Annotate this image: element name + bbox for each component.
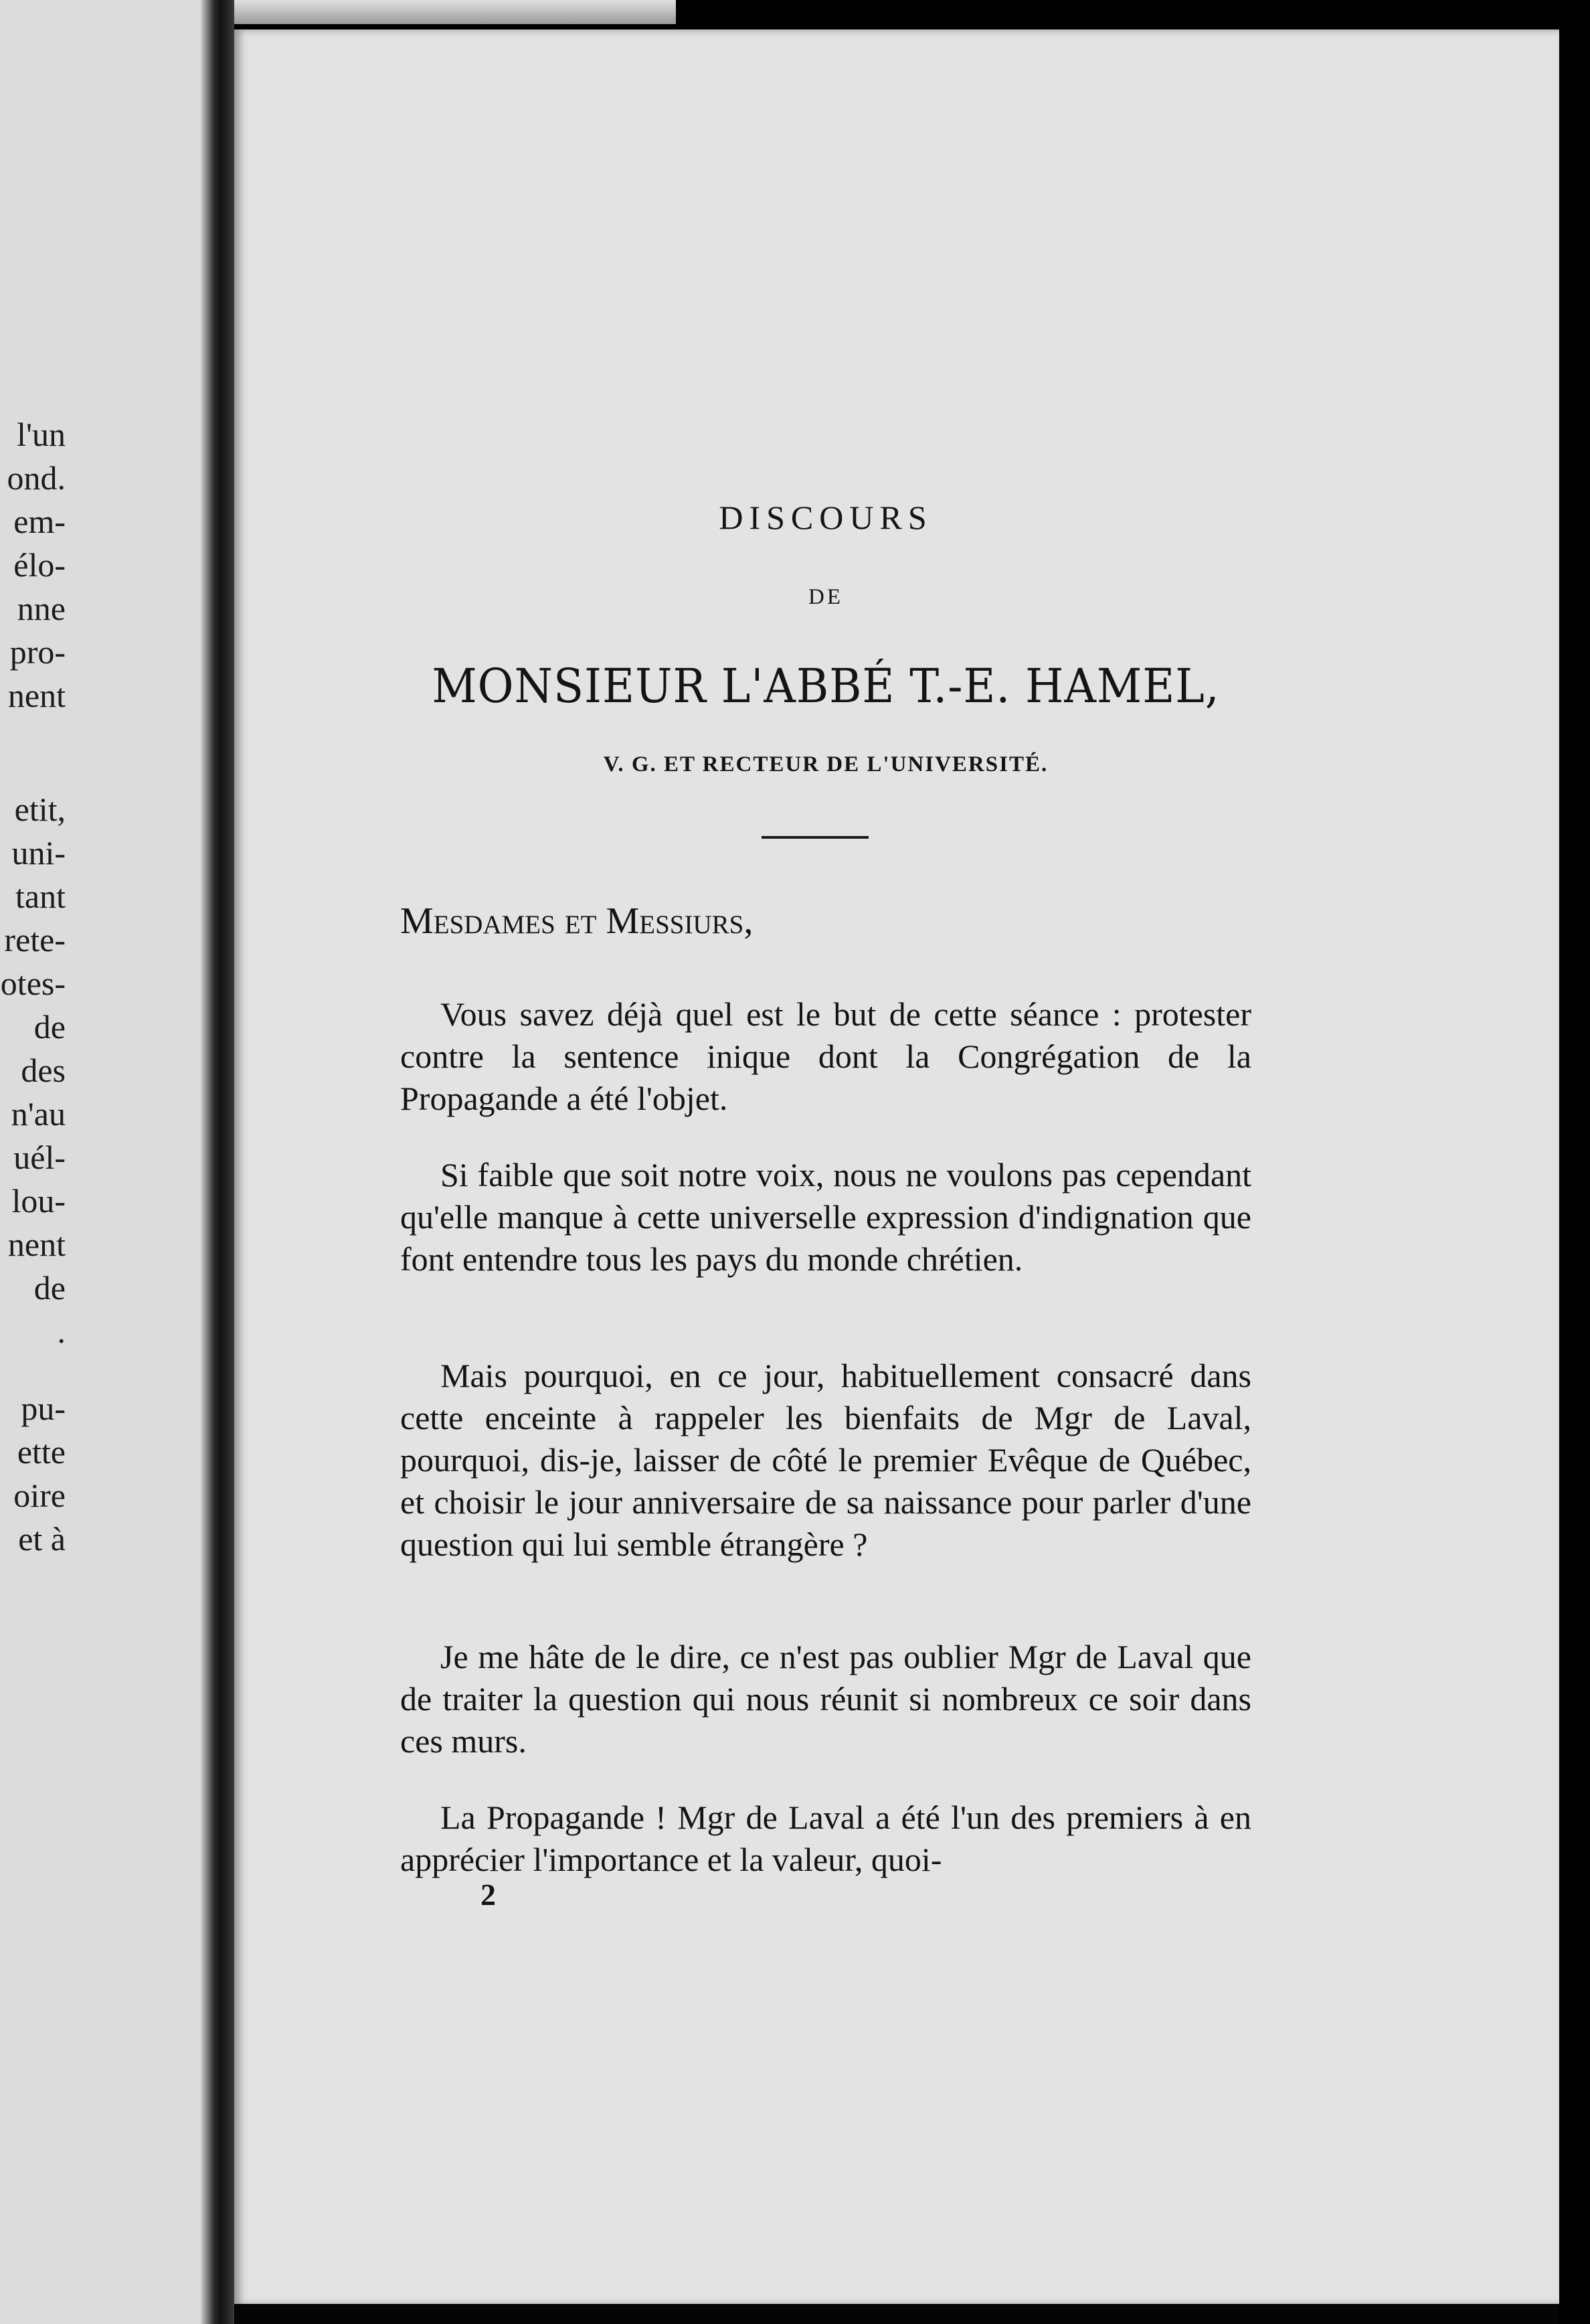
facing-line: lou- (11, 1182, 66, 1220)
heading-divider (762, 836, 869, 839)
facing-line: nne (17, 590, 66, 627)
facing-line: rete- (4, 921, 66, 959)
facing-line: des (21, 1052, 66, 1089)
title-connector: DE (808, 585, 843, 609)
facing-page (0, 0, 207, 2324)
facing-line: et à (18, 1520, 66, 1558)
facing-line: n'au (11, 1095, 66, 1133)
facing-line: uél- (13, 1139, 66, 1176)
facing-line: otes- (0, 965, 66, 1002)
facing-line: de (33, 1269, 66, 1307)
paragraph: La Propagande ! Mgr de Laval a été l'un des premiers à en apprécier l'importance et la valeur, quoi- (400, 1799, 1251, 1878)
facing-line: ette (17, 1433, 66, 1471)
author-heading: MONSIEUR L'ABBÉ T.-E. HAMEL, (432, 659, 1220, 714)
facing-line: ond. (7, 459, 66, 497)
facing-line: pu- (21, 1390, 66, 1427)
author-subtitle: V. G. ET RECTEUR DE L'UNIVERSITÉ. (603, 752, 1049, 776)
facing-line: élo- (13, 546, 66, 584)
scan-border-right (1559, 0, 1590, 2324)
book-page (234, 29, 1559, 2305)
paragraph: Si faible que soit notre voix, nous ne voulons pas cependant qu'elle manque à cette universelle expression d'indignation que font entendre tous les pays du monde chrétien. (400, 1156, 1251, 1278)
facing-line: pro- (9, 633, 66, 671)
book-gutter (201, 0, 234, 2324)
paragraph: Je me hâte de le dire, ce n'est pas oublier Mgr de Laval que de traiter la question qui nous réunit si nombreux ce soir dans ces murs. (400, 1638, 1251, 1760)
facing-line: de (33, 1008, 66, 1046)
facing-line: tant (15, 878, 66, 915)
salutation: Mesdames et Messiurs, (400, 900, 754, 942)
facing-line: . (57, 1313, 66, 1350)
page-title: DISCOURS (719, 499, 933, 536)
page-number: 2 (480, 1878, 496, 1912)
paragraph: Mais pourquoi, en ce jour, habituellement consacré dans cette enceinte à rappeler les bienfaits de Mgr de Laval, pourquoi, dis-je, laisser de côté le premier Evêque de Québec, et choisir le jour anniversaire de sa naissance pour parler d'une question qui lui semble étrangère ? (400, 1357, 1251, 1563)
facing-line: etit, (14, 791, 66, 828)
facing-line: nent (7, 677, 66, 714)
facing-line: oire (13, 1477, 66, 1514)
facing-line: l'un (17, 416, 66, 453)
facing-line: uni- (11, 834, 66, 872)
facing-line: nent (7, 1226, 66, 1263)
facing-line: em- (13, 503, 66, 540)
scan-border-bottom (234, 2304, 1559, 2324)
paragraph: Vous savez déjà quel est le but de cette séance : protester contre la sentence inique dont la Congrégation de la Propagande a été l'objet. (400, 995, 1251, 1117)
